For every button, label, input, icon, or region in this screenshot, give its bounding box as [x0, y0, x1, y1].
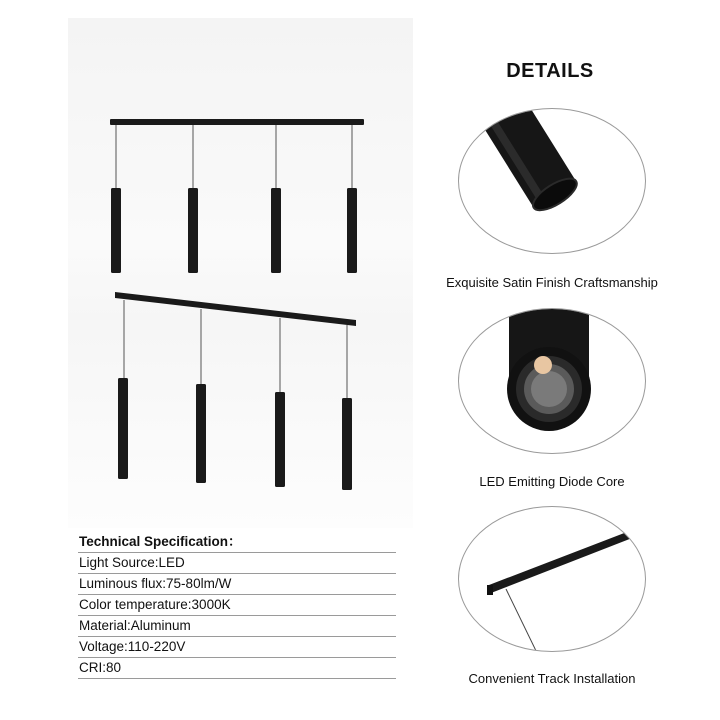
detail-caption-satin-finish: Exquisite Satin Finish Craftsmanship	[446, 275, 658, 290]
spec-heading: Technical Specification：	[78, 532, 396, 553]
spec-row-cri: CRI:80	[78, 658, 396, 679]
details-heading: DETAILS	[506, 60, 594, 82]
detail-circle-satin-finish	[458, 108, 646, 254]
spec-row-color-temperature: Color temperature:3000K	[78, 595, 396, 616]
spec-row-material: Material:Aluminum	[78, 616, 396, 637]
detail-caption-led-core: LED Emitting Diode Core	[479, 474, 625, 489]
led-core-icon	[459, 309, 645, 453]
spec-row-light-source: Light Source:LED	[78, 553, 396, 574]
detail-circle-track-installation	[458, 506, 646, 652]
pendant-fixture-front-view	[110, 119, 364, 273]
spec-row-voltage: Voltage:110-220V	[78, 637, 396, 658]
pendant-tube-closeup-icon	[459, 109, 645, 253]
spec-row-luminous-flux: Luminous flux:75-80lm/W	[78, 574, 396, 595]
technical-specification-table	[78, 532, 396, 679]
track-mount-icon	[459, 507, 645, 651]
pendant-fixture-perspective-view	[115, 292, 356, 490]
detail-caption-track-installation: Convenient Track Installation	[468, 671, 636, 686]
detail-circle-led-core	[458, 308, 646, 454]
